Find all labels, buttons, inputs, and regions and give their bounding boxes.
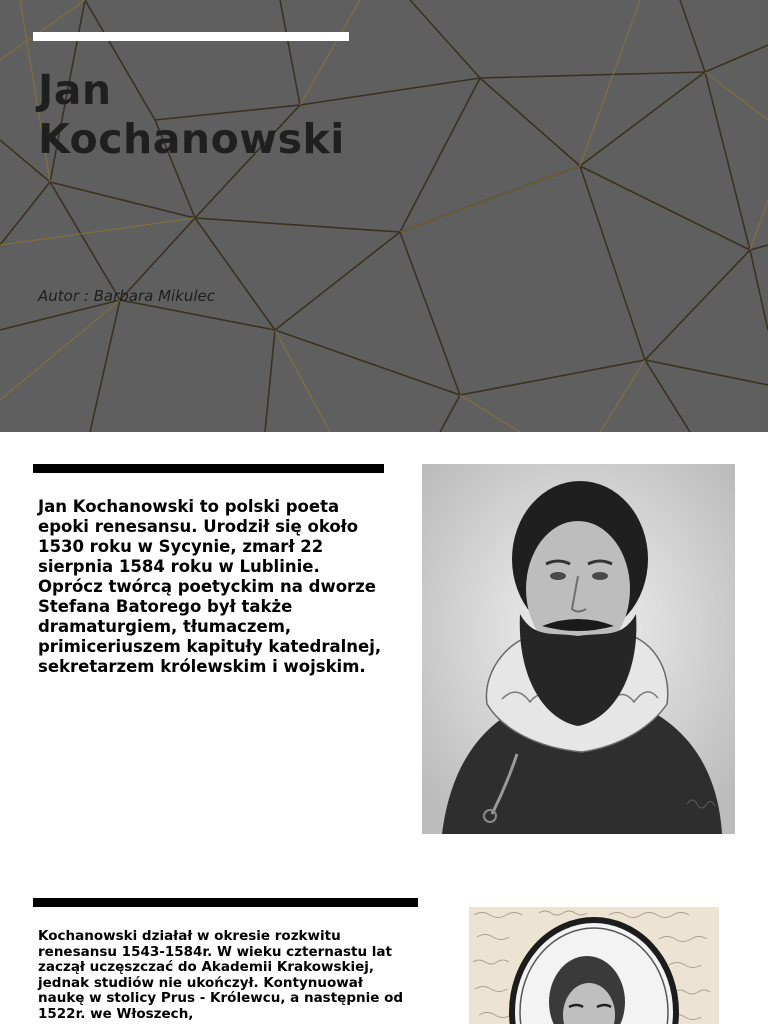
title-accent-bar	[33, 32, 349, 41]
portrait-medallion-image	[469, 907, 719, 1024]
section2-text: Kochanowski działał w okresie rozkwitu renesansu 1543-1584r. W wieku czternastu lat zaczął uczęszczać do Akademii Krakowskiej, jednak studiów nie ukończył. Kontynuował naukę w stolicy Prus - Królewcu, a następnie od 1522r. we Włoszech,	[38, 928, 404, 1022]
medallion-drawing	[469, 907, 719, 1024]
section2-accent-bar	[33, 898, 418, 907]
portrait-image	[422, 464, 735, 834]
section1-accent-bar	[33, 464, 384, 473]
author-line: Autor : Barbara Mikulec	[38, 287, 216, 305]
section1-text: Jan Kochanowski to polski poeta epoki renesansu. Urodził się około 1530 roku w Sycynie, zmarł 22 sierpnia 1584 roku w Lublinie. Oprócz twórcą poetyckim na dworze Stefana Batorego był także dramaturgiem, tłumaczem, primiceriuszem kapituły katedralnej, sekretarzem królewskim i wojskim.	[38, 497, 382, 676]
geometric-pattern	[0, 0, 768, 432]
page-title: Jan Kochanowski	[38, 66, 345, 163]
portrait-drawing	[422, 464, 735, 834]
title-slide	[0, 0, 768, 432]
